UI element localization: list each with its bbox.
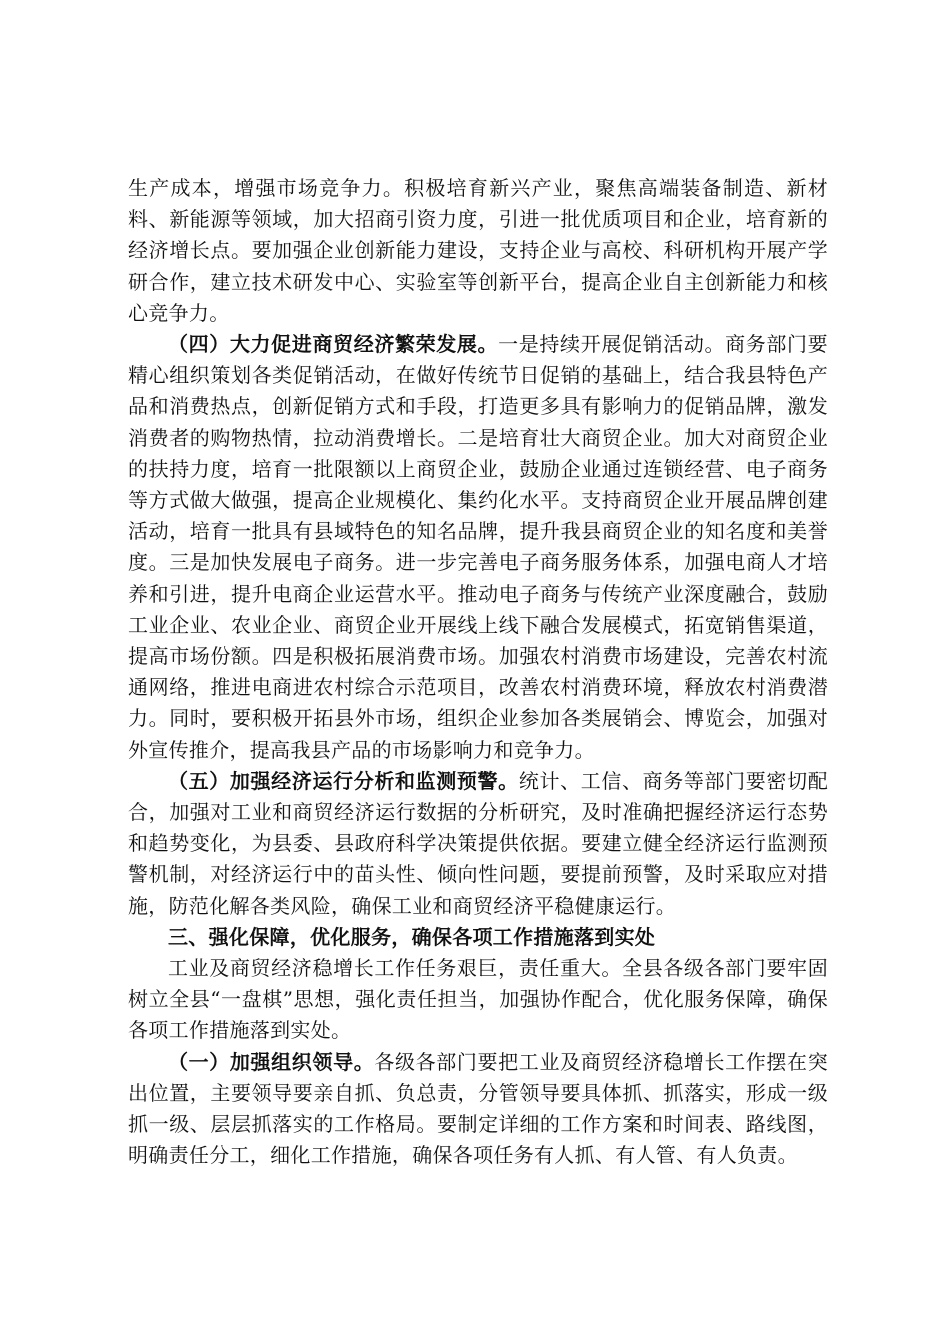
paragraph-5 bbox=[128, 953, 828, 1047]
paragraph-3-text: 统计、工信、商务等部门要密切配合，加强对工业和商贸经济运行数据的分析研究，及时准确把握经济运行态势和趋势变化，为县委、县政府科学决策提供依据。要建立健全经济运行监测预警机制，对经济运行中的苗头性、倾向性问题，要提前预警，及时采取应对措施，防范化解各类风险，确保工业和商贸经济平稳健康运行。 bbox=[128, 768, 829, 918]
paragraph-1 bbox=[128, 173, 828, 329]
paragraph-2-text: 一是持续开展促销活动。商务部门要精心组织策划各类促销活动，在做好传统节日促销的基础上，结合我县特色产品和消费热点，创新促销方式和手段，打造更多具有影响力的促销品牌，激发消费者的购物热情，拉动消费增长。二是培育壮大商贸企业。加大对商贸企业的扶持力度，培育一批限额以上商贸企业，鼓励企业通过连锁经营、电子商务等方式做大做强，提高企业规模化、集约化水平。支持商贸企业开展品牌创建活动，培育一批具有县域特色的知名品牌，提升我县商贸企业的知名度和美誉度。三是加快发展电子商务。进一步完善电子商务服务体系，加强电商人才培养和引进，提升电商企业运营水平。推动电子商务与传统产业深度融合，鼓励工业企业、农业企业、商贸企业开展线上线下融合发展模式，拓宽销售渠道，提高市场份额。四是积极拓展消费市场。加强农村消费市场建设，完善农村流通网络，推进电商进农村综合示范项目，改善农村消费环境，释放农村消费潜力。同时，要积极开拓县外市场，组织企业参加各类展销会、博览会，加强对外宣传推介，提高我县产品的市场影响力和竞争力。 bbox=[128, 332, 828, 762]
paragraph-1-text: 生产成本，增强市场竞争力。积极培育新兴产业，聚焦高端装备制造、新材料、新能源等领域，加大招商引资力度，引进一批优质项目和企业，培育新的经济增长点。要加强企业创新能力建设，支持企业与高校、科研机构开展产学研合作，建立技术研发中心、实验室等创新平台，提高企业自主创新能力和核心竞争力。 bbox=[128, 176, 828, 325]
paragraph-3 bbox=[128, 766, 828, 922]
paragraph-5-text: 工业及商贸经济稳增长工作任务艰巨，责任重大。全县各级各部门要牢固树立全县“一盘棋”思想，强化责任担当，加强协作配合，优化服务保障，确保各项工作措施落到实处。 bbox=[128, 956, 828, 1043]
paragraph-2-heading: （四）大力促进商贸经济繁荣发展。 bbox=[168, 332, 499, 357]
paragraph-6-text: 各级各部门要把工业及商贸经济稳增长工作摆在突出位置，主要领导要亲自抓、负总责，分管领导要具体抓、抓落实，形成一级抓一级、层层抓落实的工作格局。要制定详细的工作方案和时间表、路线图，明确责任分工，细化工作措施，确保各项任务有人抓、有人管、有人负责。 bbox=[128, 1049, 828, 1168]
section-heading bbox=[128, 922, 828, 953]
paragraph-2 bbox=[128, 329, 828, 766]
paragraph-6-heading: （一）加强组织领导。 bbox=[168, 1049, 375, 1074]
document-body bbox=[128, 173, 828, 1172]
paragraph-3-heading: （五）加强经济运行分析和监测预警。 bbox=[168, 768, 519, 793]
section-heading-text: 三、强化保障，优化服务，确保各项工作措施落到实处 bbox=[168, 924, 656, 949]
paragraph-6 bbox=[128, 1047, 828, 1172]
